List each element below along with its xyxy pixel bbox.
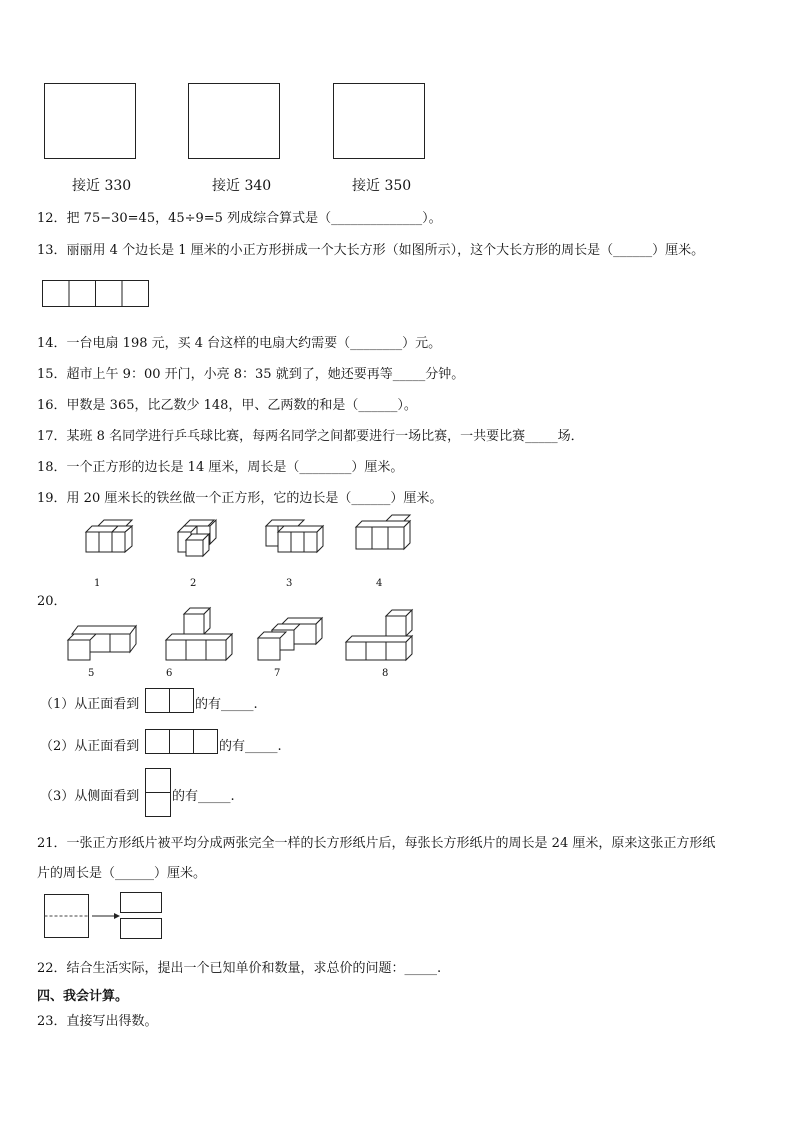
question-20: 20． [37,594,67,609]
cube-figure-8 [344,608,416,664]
cube-figure-1 [84,518,144,558]
cube-figure-5 [64,624,144,664]
question-14: 14．一台电扇 198 元，买 4 台这样的电扇大约需要（________）元。 [37,336,442,351]
question-23: 23．直接写出得数。 [37,1014,158,1029]
cube-figure-2 [174,518,234,562]
question-19: 19．用 20 厘米长的铁丝做一个正方形，它的边长是（______）厘米。 [37,491,443,506]
four-squares-figure [42,280,150,308]
figure-number-1: 1 [94,578,101,589]
question-20-3-prefix: （3）从侧面看到 [40,789,140,804]
cube-figure-6 [164,606,236,664]
figure-number-8: 8 [382,668,389,679]
question-20-2-suffix: 的有_____. [219,739,282,754]
question-20-1-prefix: （1）从正面看到 [40,697,140,712]
question-12: 12．把 75−30=45，45÷9=5 列成综合算式是（______________）。 [37,211,442,226]
question-20-3-suffix: 的有_____. [172,789,235,804]
question-20-1-suffix: 的有_____. [195,697,258,712]
question-13: 13．丽丽用 4 个边长是 1 厘米的小正方形拼成一个大长方形（如图所示），这个大长方形的周长是（______）厘米。 [37,243,705,258]
cube-figure-3 [264,518,328,558]
question-20-2-prefix: （2）从正面看到 [40,739,140,754]
front-view-three-squares [145,729,219,755]
estimate-label-3: 接近 350 [352,178,412,194]
estimate-box-3 [333,83,425,159]
paper-fold-figure [44,892,164,940]
question-21-line1: 21．一张正方形纸片被平均分成两张完全一样的长方形纸片后，每张长方形纸片的周长是 24 厘米，原来这张正方形纸 [37,836,716,851]
section-four-heading: 四、我会计算。 [37,989,129,1004]
question-16: 16．甲数是 365，比乙数少 148，甲、乙两数的和是（______）。 [37,398,417,413]
question-22: 22．结合生活实际，提出一个已知单价和数量，求总价的问题：_____. [37,961,442,976]
front-view-two-squares [145,688,195,714]
question-21-line2: 片的周长是（______）厘米。 [37,866,207,881]
question-15: 15．超市上午 9：00 开门，小亮 8：35 就到了，她还要再等_____分钟。 [37,367,465,382]
side-view-stacked-squares [145,768,173,818]
estimate-label-2: 接近 340 [212,178,272,194]
cube-figure-7 [256,616,328,664]
figure-number-5: 5 [88,668,95,679]
question-17: 17．某班 8 名同学进行乒乓球比赛，每两名同学之间都要进行一场比赛，一共要比赛_____场． [37,429,584,444]
question-18: 18．一个正方形的边长是 14 厘米，周长是（________）厘米。 [37,460,404,475]
figure-number-7: 7 [274,668,281,679]
estimate-box-2 [188,83,280,159]
cube-figure-4 [354,513,418,553]
figure-number-3: 3 [286,578,293,589]
figure-number-4: 4 [376,578,383,589]
estimate-box-1 [44,83,136,159]
figure-number-2: 2 [190,578,197,589]
estimate-label-1: 接近 330 [72,178,132,194]
figure-number-6: 6 [166,668,173,679]
